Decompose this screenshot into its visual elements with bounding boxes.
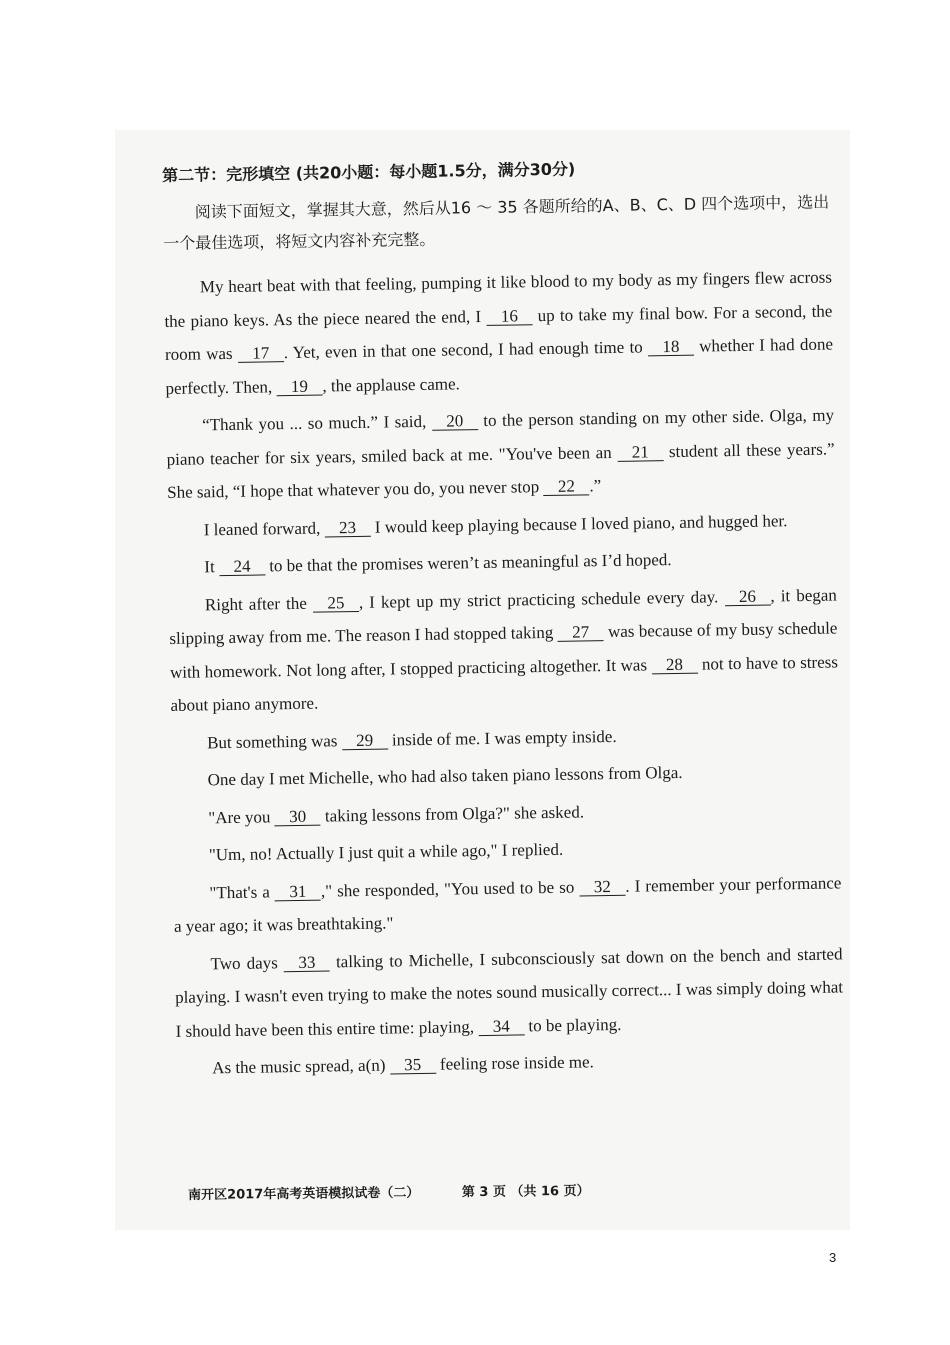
section-heading: 第二节：完形填空 (共20小题：每小题1.5分，满分30分)	[162, 159, 576, 185]
passage-paragraph: As the music spread, a(n) 35 feeling rose inside me.	[212, 1052, 594, 1078]
passage-paragraph: My heart beat with that feeling, pumping it like blood to my body as my fingers flew across the piano keys. As the piece neared the end, I 16 up to take my final bow. For a second, the room was 17 . Yet, even in that one second, I had enough time to 18 whether I had done perfectly. Then, 19 , the applause came.	[164, 267, 834, 398]
blank-19: 19	[276, 377, 322, 396]
passage-paragraph: One day I met Michelle, who had also taken piano lessons from Olga.	[207, 762, 683, 790]
passage-paragraph: I leaned forward, 23 I would keep playing because I loved piano, and hugged her.	[203, 510, 788, 539]
blank-35: 35	[390, 1056, 436, 1075]
passage-paragraph: “Thank you ... so much.” I said, 20 to the person standing on my other side. Olga, my piano teacher for six years, smiled back at me. "You've been an 21 student all these years.” She said, “I hope that whatever you do, you never stop 22 .”	[166, 405, 835, 502]
footer-page-count: 第 3 页 （共 16 页）	[461, 1183, 590, 1201]
page-number: 3	[829, 1250, 837, 1265]
blank-23: 23	[324, 518, 370, 537]
blank-30: 30	[275, 807, 321, 826]
blank-31: 31	[275, 882, 321, 901]
blank-26: 26	[724, 587, 770, 606]
exam-title: 南开区2017年高考英语模拟试卷（二）	[188, 1185, 420, 1203]
blank-20: 20	[432, 412, 478, 431]
exam-content	[162, 153, 844, 1090]
blank-22: 22	[543, 477, 589, 496]
passage-paragraph: Right after the 25 , I kept up my strict practicing schedule every day. 26 , it began slipping away from me. The reason I had stopped taking 27 was because of my busy schedule with homework. Not long after, I stopped practicing altogether. It was 28 not to have to stress about piano anymore.	[169, 584, 839, 715]
blank-33: 33	[284, 953, 330, 972]
blank-24: 24	[219, 557, 265, 576]
blank-29: 29	[342, 731, 388, 750]
passage-paragraph: Two days 33 talking to Michelle, I subconsciously sat down on the bench and started playing. I wasn't even trying to make the notes sound musically correct... I was simply doing what I should have been this entire time: playing, 34 to be playing.	[174, 943, 844, 1041]
blank-17: 17	[238, 344, 284, 363]
section-instruction: 阅读下面短文，掌握其大意，然后从16 ～ 35 各题所给的A、B、C、D 四个选项中，选出一个最佳选项，将短文内容补充完整。	[163, 192, 830, 253]
blank-32: 32	[579, 877, 625, 896]
passage-paragraph: It 24 to be that the promises weren’t as meaningful as I’d hoped.	[204, 550, 672, 577]
blank-28: 28	[651, 655, 697, 674]
blank-16: 16	[486, 307, 532, 326]
passage-paragraph: "That's a 31 ," she responded, "You used to be so 32 . I remember your performance a year ago; it was breathtaking."	[173, 872, 842, 936]
blank-25: 25	[313, 593, 359, 612]
passage-paragraph: "Are you 30 taking lessons from Olga?" she asked.	[208, 801, 585, 827]
blank-21: 21	[617, 443, 663, 462]
blank-18: 18	[648, 338, 694, 357]
blank-34: 34	[478, 1017, 524, 1036]
cloze-passage	[164, 260, 845, 1085]
passage-paragraph: But something was 29 inside of me. I was empty inside.	[206, 726, 617, 752]
passage-paragraph: "Um, no! Actually I just quit a while ago," I replied.	[208, 839, 564, 865]
blank-27: 27	[558, 623, 604, 642]
